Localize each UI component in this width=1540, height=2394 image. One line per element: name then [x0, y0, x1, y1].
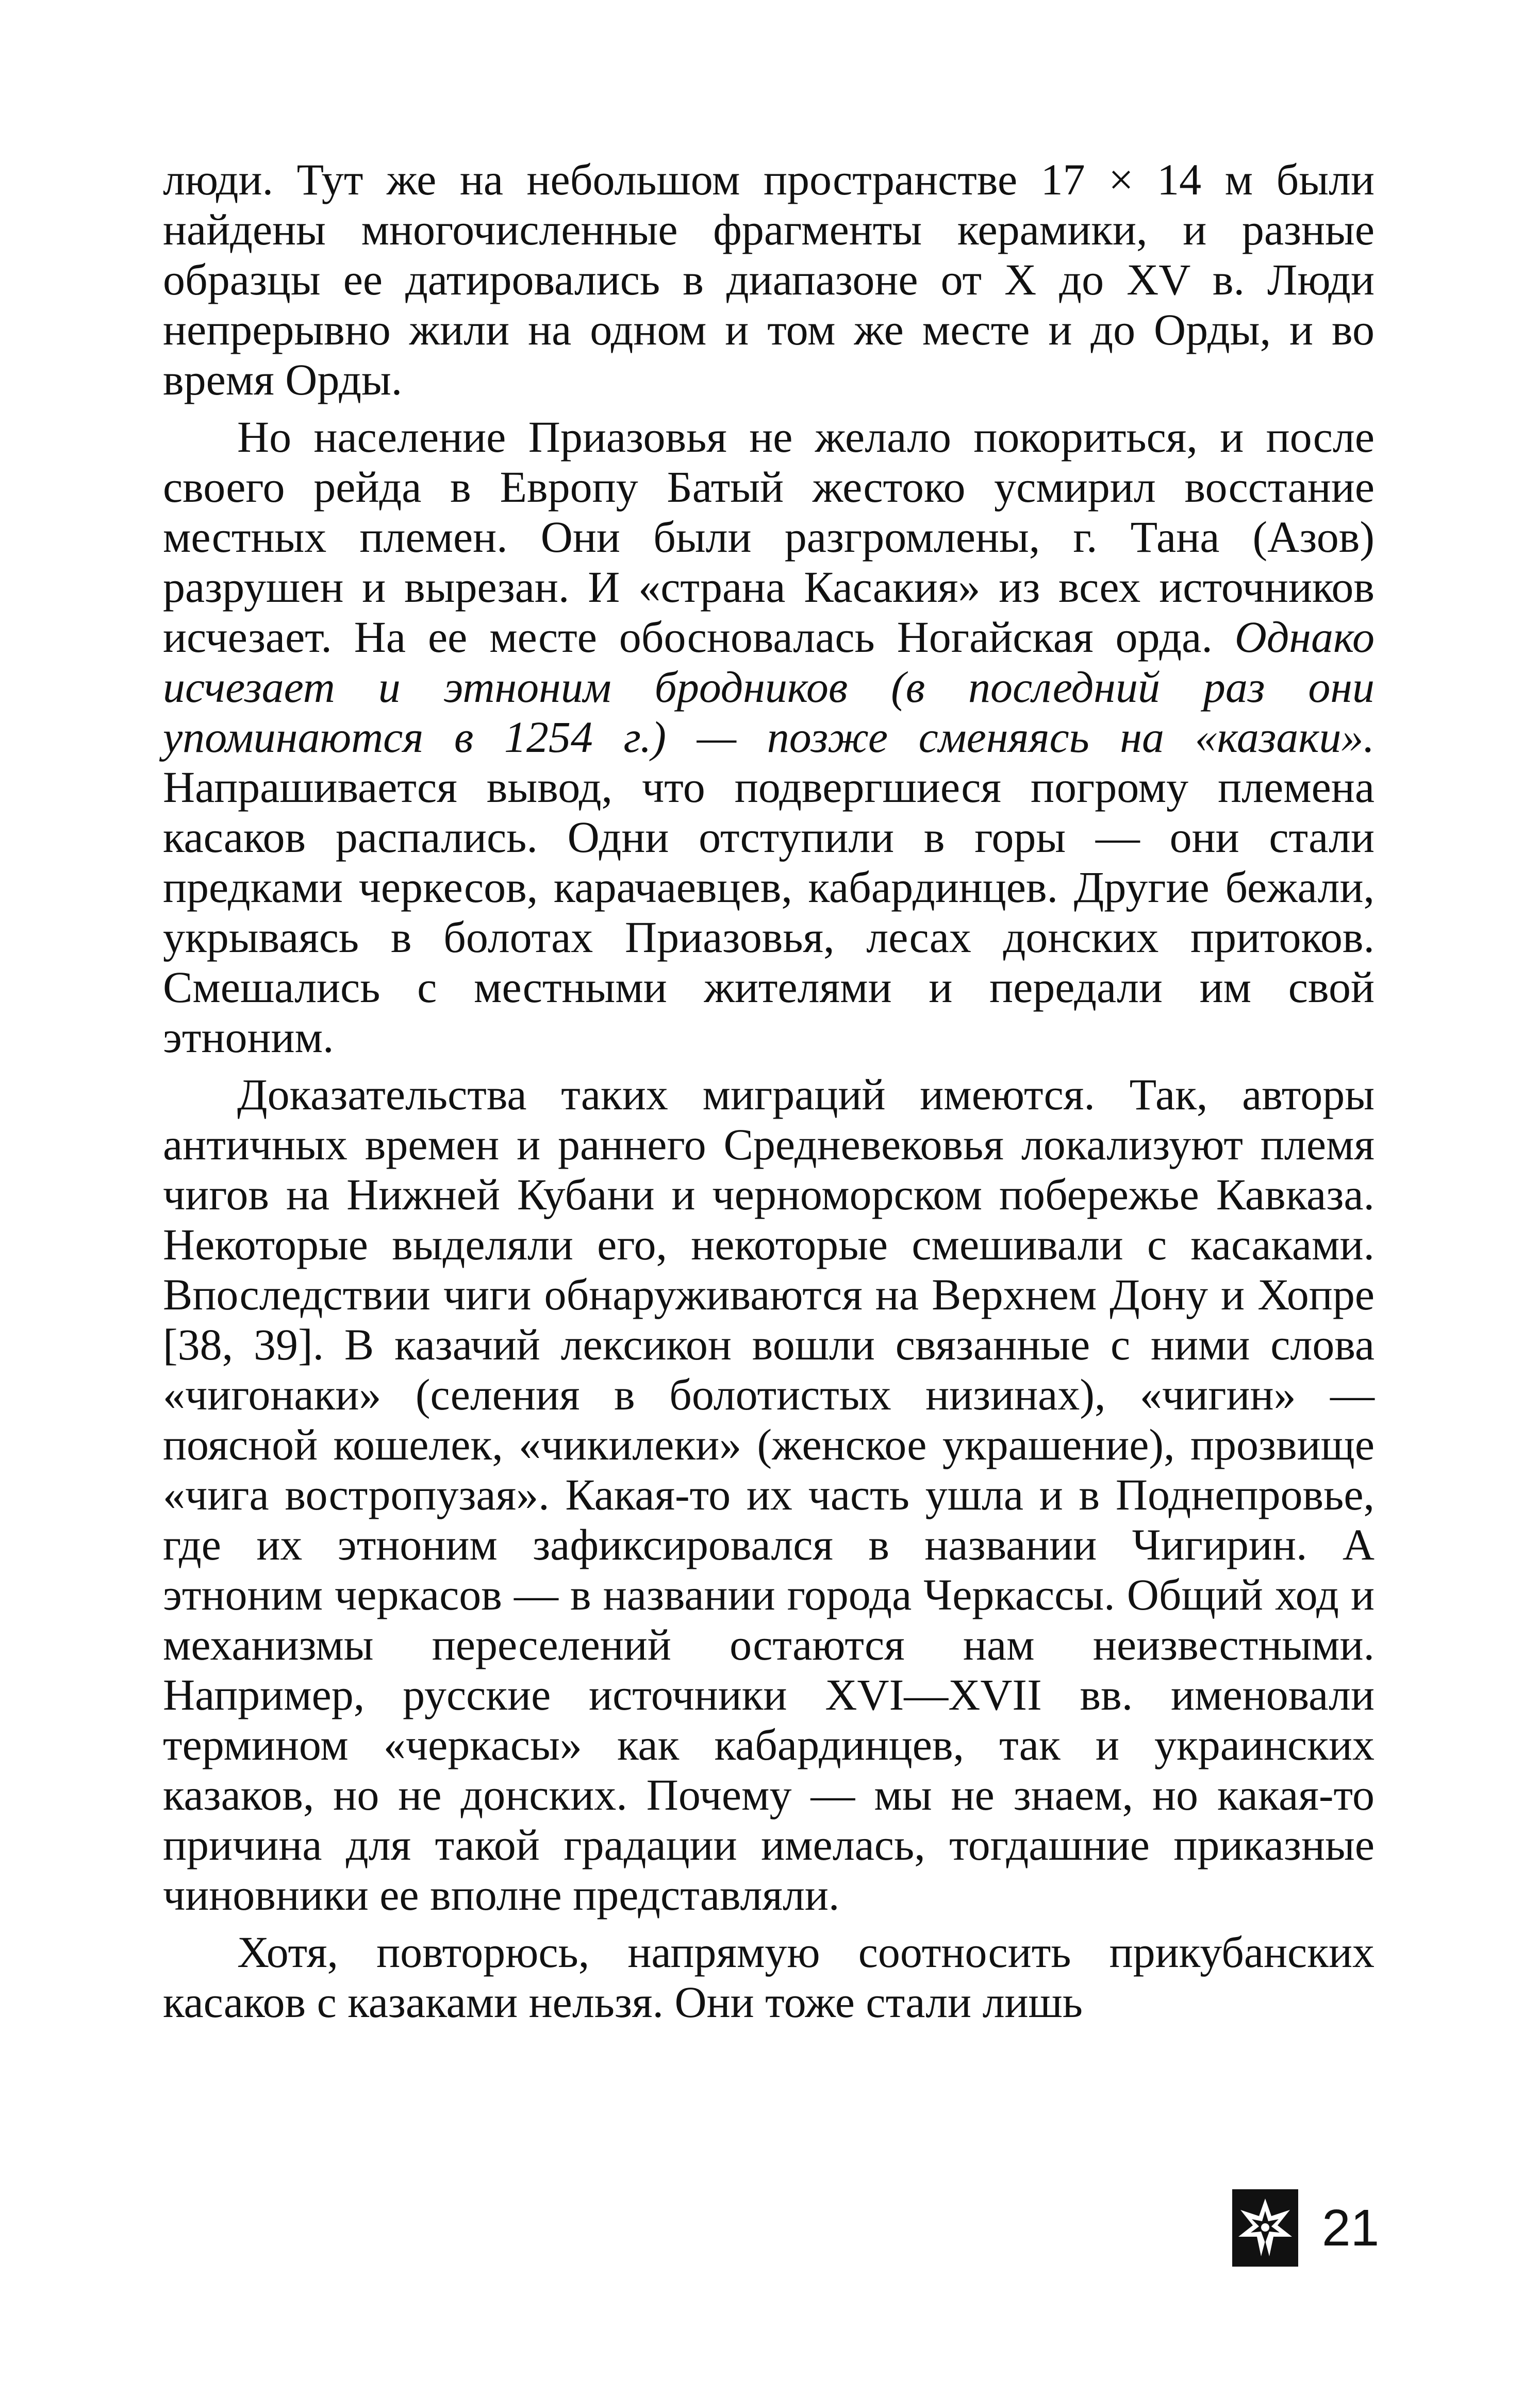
page-footer [1232, 2189, 1379, 2267]
italic-emphasis: Однако исчезает и этноним бродников (в последний раз они упоминаются в 1254 г.) — позже сменяясь на «казаки». [163, 612, 1375, 762]
paragraph-continued [163, 155, 1375, 405]
paragraph-text: Напрашивается вывод, что подвергшиеся погрому племена касаков распались. Одни отступили в горы — они стали предками черкесов, карачаевцев, кабардинцев. Другие бежали, укрываясь в болотах Приазовья, лесах донских притоков. Смешались с местными жителями и передали им свой этноним. [163, 762, 1375, 1062]
page-number: 21 [1322, 2199, 1380, 2257]
paragraph-final [163, 1927, 1375, 2027]
page-body [163, 155, 1375, 2027]
paragraph-text: Доказательства таких миграций имеются. Так, авторы античных времен и раннего Средневековья локализуют племя чигов на Нижней Кубани и черноморском побережье Кавказа. Некоторые выделяли его, некоторые смешивали с касаками. Впоследствии чиги обнаруживаются на Верхнем Дону и Хопре [38, 39]. В казачий лексикон вошли связанные с ними слова «чигонаки» (селения в болотистых низинах), «чигин» — поясной кошелек, «чикилеки» (женское украшение), прозвище «чига востропузая». Какая-то их часть ушла и в Поднепровье, где их этноним зафиксировался в названии Чигирин. А этноним черкасов — в названии города Черкассы. Общий ход и механизмы переселений остаются нам неизвестными. Например, русские источники XVI—XVII вв. именовали термином «черкасы» как кабардинцев, так и украинских казаков, но не донских. Почему — мы не знаем, но какая-то причина для такой градации имелась, тогдашние приказные чиновники ее вполне представляли. [163, 1070, 1375, 1920]
paragraph-azov [163, 412, 1375, 1062]
paragraph-text: Но население Приазовья не желало покориться, и после своего рейда в Европу Батый жестоко усмирил восстание местных племен. Они были разгромлены, г. Тана (Азов) разрушен и вырезан. И «страна Касакия» из всех источников исчезает. На ее месте обосновалась Ногайская орда. [163, 412, 1375, 662]
paragraph-migrations [163, 1070, 1375, 1920]
paragraph-text: Хотя, повторюсь, напрямую соотносить прикубанских касаков с казаками нельзя. Они тоже стали лишь [163, 1927, 1375, 2027]
paragraph-text: люди. Тут же на небольшом пространстве 17 × 14 м были найдены многочисленные фрагменты керамики, и разные образцы ее датировались в диапазоне от X до XV в. Люди непрерывно жили на одном и том же месте и до Орды, и во время Орды. [163, 155, 1375, 404]
ornament-icon [1232, 2189, 1298, 2267]
